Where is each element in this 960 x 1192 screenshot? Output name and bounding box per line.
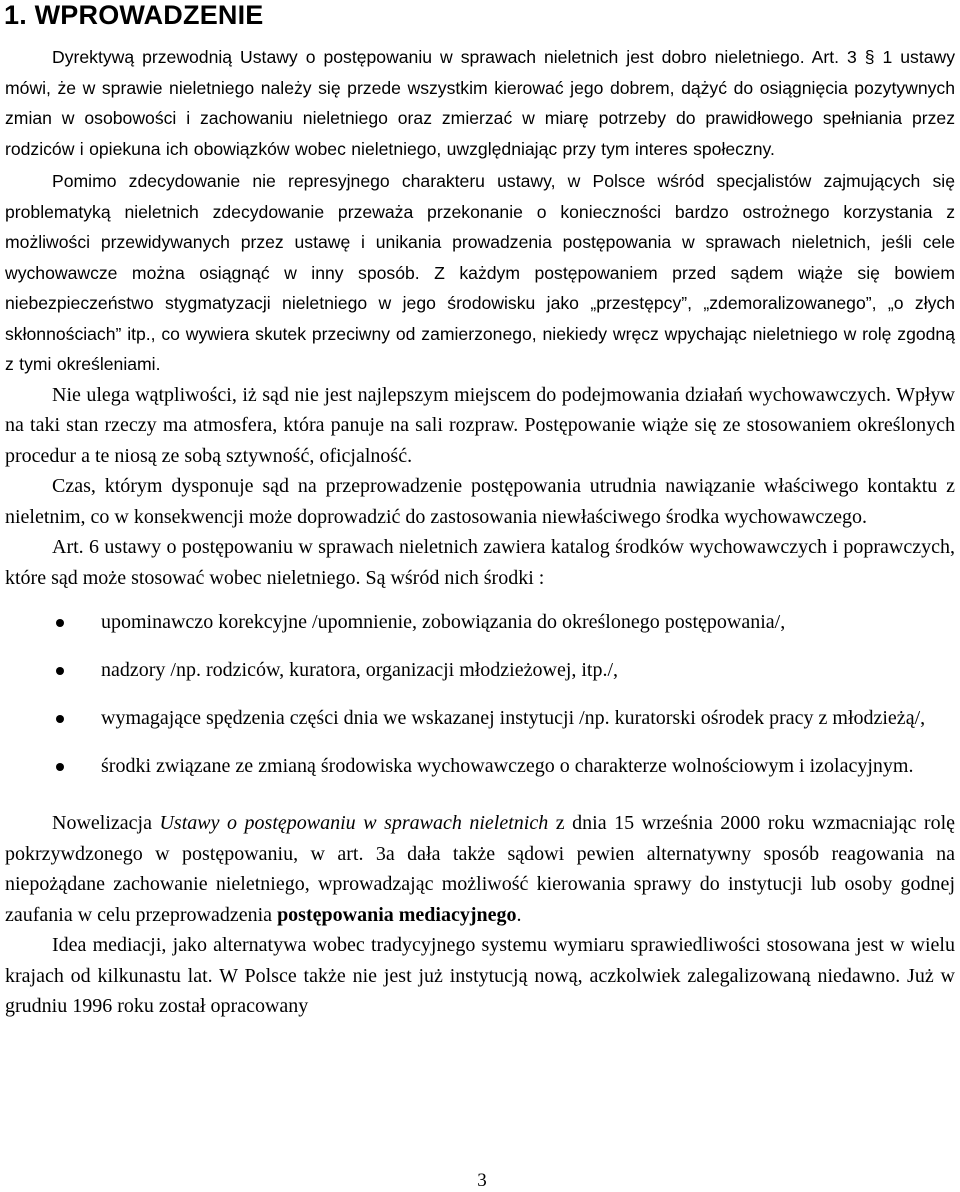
section-heading: 1. WPROWADZENIE	[4, 0, 264, 30]
paragraph-court-environment: Nie ulega wątpliwości, iż sąd nie jest najlepszym miejscem do podejmowania działań wychowawczych. Wpływ na taki stan rzeczy ma atmosfera, która panuje na sali rozpraw. Postępowanie wiąże się ze stosowaniem określonych procedur a te niosą ze sobą sztywność, oficjalność.	[5, 383, 955, 467]
paragraph-mediation-idea: Idea mediacji, jako alternatywa wobec tradycyjnego systemu wymiaru sprawiedliwości stosowana jest w wielu krajach od kilkunastu lat. W Polsce także nie jest już instytucją nową, aczkolwiek zalegalizowaną niedawno. Już w grudniu 1996 roku został opracowany	[5, 934, 955, 1017]
paragraph-repressive-character: Pomimo zdecydowanie nie represyjnego charakteru ustawy, w Polsce wśród specjalistów zajmujących się problematyką nieletnich zdecydowanie przeważa przekonanie o konieczności bardzo ostrożnego korzystania z możliwości przewidywanych przez ustawę i unikania prowadzenia postępowania w sprawach nieletnich, jeśli cele wychowawcze można osiągnąć w inny sposób. Z każdym postępowaniem przed sądem wiąże się bowiem niebezpieczeństwo stygmatyzacji nieletniego w jego środowisku jako „przestępcy”, „zdemoralizowanego”, „o złych skłonnościach” itp., co wywiera skutek przeciwny od zamierzonego, niekiedy wręcz wpychając nieletniego w rolę zgodną z tymi określeniami.	[5, 171, 955, 374]
paragraph-article-6: Art. 6 ustawy o postępowaniu w sprawach nieletnich zawiera katalog środków wychowawczych i poprawczych, które sąd może stosować wobec nieletniego. Są wśród nich środki :	[5, 536, 955, 589]
paragraph-directive: Dyrektywą przewodnią Ustawy o postępowaniu w sprawach nieletnich jest dobro nieletniego. Art. 3 § 1 ustawy mówi, że w sprawie nieletniego należy się przede wszystkim kierować jego dobrem, dążyć do osiągnięcia pozytywnych zmian w osobowości i zachowaniu nieletniego oraz zmierzać w miarę potrzeby do prawidłowego spełniania przez rodziców i opiekuna ich obowiązków wobec nieletniego, uwzględniając przy tym interes społeczny.	[5, 47, 955, 159]
measures-list	[5, 607, 955, 782]
list-item	[5, 607, 955, 638]
paragraph-amendment	[5, 808, 955, 930]
bullet-icon	[56, 619, 64, 627]
list-item-text: upominawczo korekcyjne /upomnienie, zobowiązania do określonego postępowania/,	[101, 611, 786, 633]
list-item	[5, 703, 955, 734]
paragraph-time-constraints: Czas, którym dysponuje sąd na przeprowadzenie postępowania utrudnia nawiązanie właściwego kontaktu z nieletnim, co w konsekwencji może doprowadzić do zastosowania niewłaściwego środka wychowawczego.	[5, 475, 955, 528]
bullet-icon	[56, 715, 64, 723]
list-item-text: środki związane ze zmianą środowiska wychowawczego o charakterze wolnościowym i izolacyjnym.	[101, 755, 914, 777]
body-text	[5, 42, 955, 1022]
list-item-text: nadzory /np. rodziców, kuratora, organizacji młodzieżowej, itp./,	[101, 659, 619, 681]
page-number: 3	[477, 1170, 487, 1191]
amendment-text-start: Nowelizacja	[52, 812, 160, 834]
amendment-text-middle: z dnia 15 września 2000 roku wzmacniając rolę pokrzywdzonego w postępowaniu, w art. 3a dała także sądowi pewien alternatywny sposób reagowania na niepożądane zachowanie nieletniego, wprowadzając możliwość kierowania sprawy do instytucji lub osoby godnej zaufania w celu przeprowadzenia	[5, 812, 955, 926]
act-title: Ustawy o postępowaniu w sprawach nieletnich	[159, 812, 549, 834]
bullet-icon	[56, 667, 64, 675]
bullet-icon	[56, 763, 64, 771]
list-item	[5, 751, 955, 782]
list-item-text: wymagające spędzenia części dnia we wskazanej instytucji /np. kuratorski ośrodek pracy z młodzieżą/,	[101, 707, 926, 729]
amendment-text-end: .	[516, 903, 522, 926]
mediation-term: postępowania mediacyjnego	[277, 903, 517, 926]
list-item	[5, 655, 955, 686]
